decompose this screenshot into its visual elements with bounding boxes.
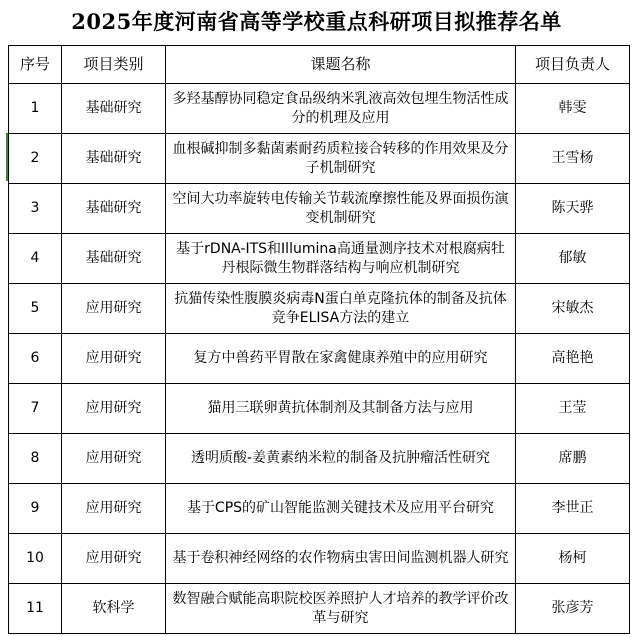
table-row [9, 184, 630, 234]
cell-category[interactable]: 软科学 [62, 584, 166, 634]
cell-category[interactable]: 应用研究 [62, 434, 166, 484]
header-no[interactable]: 序号 [9, 46, 62, 84]
cell-no[interactable]: 3 [9, 184, 62, 234]
table-row [9, 434, 630, 484]
cell-no[interactable]: 1 [9, 84, 62, 134]
header-category[interactable]: 项目类别 [62, 46, 166, 84]
cell-category[interactable]: 应用研究 [62, 534, 166, 584]
header-leader[interactable]: 项目负责人 [516, 46, 630, 84]
cell-topic[interactable]: 多羟基醇协同稳定食品级纳米乳液高效包埋生物活性成分的机理及应用 [166, 84, 516, 134]
cell-leader[interactable]: 王雪杨 [516, 134, 630, 184]
cell-leader[interactable]: 陈天骅 [516, 184, 630, 234]
project-table [8, 45, 630, 634]
cell-no[interactable]: 9 [9, 484, 62, 534]
cell-no[interactable]: 6 [9, 334, 62, 384]
cell-topic[interactable]: 透明质酸-姜黄素纳米粒的制备及抗肿瘤活性研究 [166, 434, 516, 484]
table-row [9, 534, 630, 584]
header-row [9, 46, 630, 84]
table-row [9, 284, 630, 334]
cell-leader[interactable]: 韩雯 [516, 84, 630, 134]
cell-no[interactable]: 5 [9, 284, 62, 334]
cell-no[interactable]: 11 [9, 584, 62, 634]
table-row [9, 484, 630, 534]
cell-topic[interactable]: 基于CPS的矿山智能监测关键技术及应用平台研究 [166, 484, 516, 534]
cell-category[interactable]: 应用研究 [62, 484, 166, 534]
cell-topic[interactable]: 基于卷积神经网络的农作物病虫害田间监测机器人研究 [166, 534, 516, 584]
table-row [9, 134, 630, 184]
table-row [9, 84, 630, 134]
table-row [9, 384, 630, 434]
header-topic[interactable]: 课题名称 [166, 46, 516, 84]
cell-leader[interactable]: 高艳艳 [516, 334, 630, 384]
cell-topic[interactable]: 复方中兽药平胃散在家禽健康养殖中的应用研究 [166, 334, 516, 384]
cell-leader[interactable]: 郁敏 [516, 234, 630, 284]
cell-leader[interactable]: 王莹 [516, 384, 630, 434]
cell-leader[interactable]: 李世正 [516, 484, 630, 534]
cell-no[interactable]: 8 [9, 434, 62, 484]
cell-no[interactable]: 2 [9, 134, 62, 184]
cell-category[interactable]: 应用研究 [62, 384, 166, 434]
table-row [9, 334, 630, 384]
cell-category[interactable]: 基础研究 [62, 184, 166, 234]
cell-topic[interactable]: 数智融合赋能高职院校医养照护人才培养的教学评价改革与研究 [166, 584, 516, 634]
cell-topic[interactable]: 空间大功率旋转电传输关节载流摩擦性能及界面损伤演变机制研究 [166, 184, 516, 234]
cell-topic[interactable]: 抗猫传染性腹膜炎病毒N蛋白单克隆抗体的制备及抗体竞争ELISA方法的建立 [166, 284, 516, 334]
cell-leader[interactable]: 张彦芳 [516, 584, 630, 634]
cell-category[interactable]: 基础研究 [62, 234, 166, 284]
cell-leader[interactable]: 席鹏 [516, 434, 630, 484]
page-title: 2025年度河南省高等学校重点科研项目拟推荐名单 [71, 9, 562, 34]
table-row [9, 234, 630, 284]
cell-no[interactable]: 4 [9, 234, 62, 284]
cell-topic[interactable]: 基于rDNA-ITS和Illumina高通量测序技术对根腐病牡丹根际微生物群落结构与响应机制研究 [166, 234, 516, 284]
cell-leader[interactable]: 宋敏杰 [516, 284, 630, 334]
cell-category[interactable]: 基础研究 [62, 134, 166, 184]
cell-topic[interactable]: 猫用三联卵黄抗体制剂及其制备方法与应用 [166, 384, 516, 434]
cell-topic[interactable]: 血根碱抑制多黏菌素耐药质粒接合转移的作用效果及分子机制研究 [166, 134, 516, 184]
cell-category[interactable]: 应用研究 [62, 334, 166, 384]
cell-leader[interactable]: 杨柯 [516, 534, 630, 584]
cell-no[interactable]: 10 [9, 534, 62, 584]
table-row [9, 584, 630, 634]
cell-no[interactable]: 7 [9, 384, 62, 434]
cell-category[interactable]: 应用研究 [62, 284, 166, 334]
cell-category[interactable]: 基础研究 [62, 84, 166, 134]
